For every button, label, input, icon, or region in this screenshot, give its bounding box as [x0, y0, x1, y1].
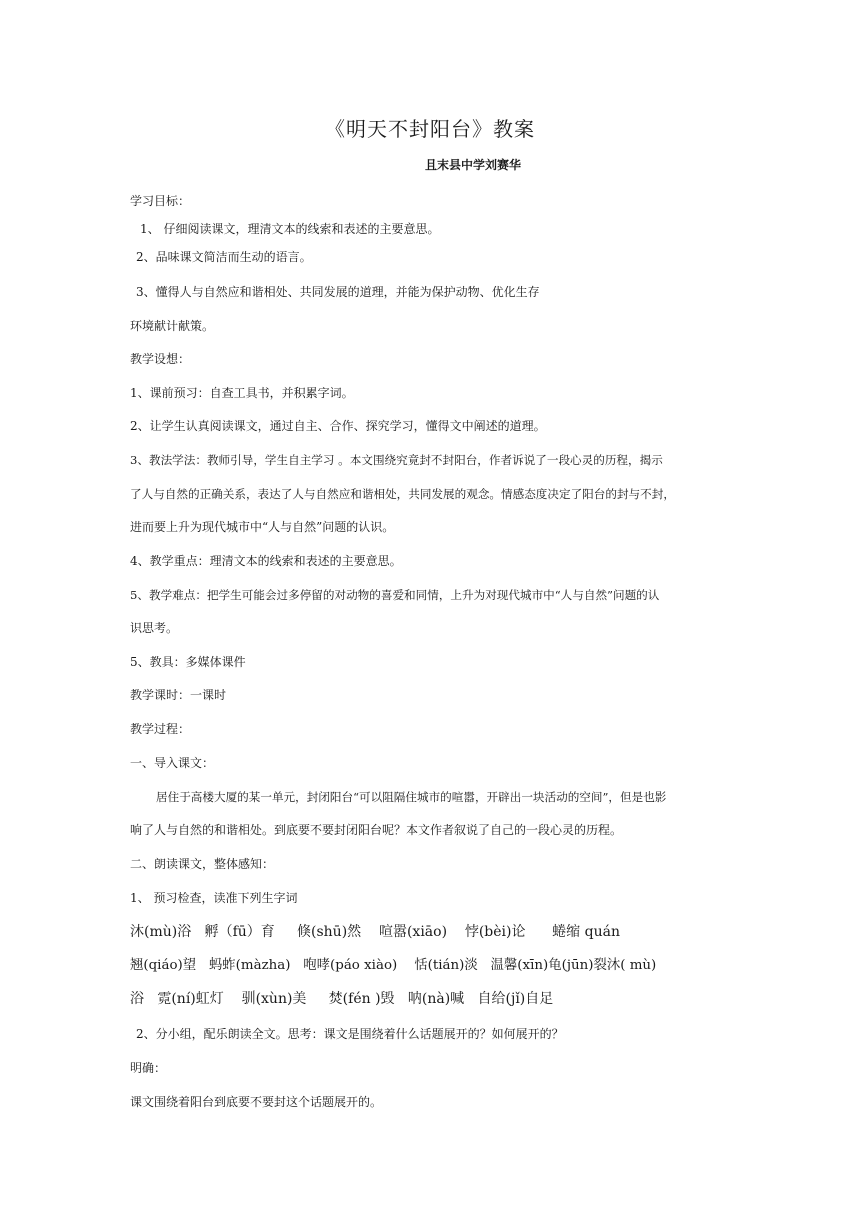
objective-2: 2、品味课文简洁而生动的语言。: [136, 250, 312, 264]
clarify-label: 明确：: [130, 1061, 167, 1075]
design-item-4: 4、教学重点：理清文本的线索和表述的主要意思。: [130, 554, 402, 568]
intro-paragraph-line-2: 响了人与自然的和谐相处。到底要不要封闭阳台呢？本文作者叙说了自己的一段心灵的历程。: [130, 823, 623, 837]
author-line: 且末县中学刘赛华: [425, 158, 522, 172]
design-item-3-line-2: 了人与自然的正确关系，表达了人与自然应和谐相处，共同发展的观念。情感态度决定了阳台的封与不封，: [130, 487, 675, 501]
design-item-5-line-1: 5、教学难点：把学生可能会过多停留的对动物的喜爱和同情，上升为对现代城市中“人与自然”问题的认: [130, 588, 660, 602]
design-item-5-line-2: 识思考。: [130, 621, 179, 635]
vocab-line-3: 浴 霓(ní)虹灯 驯(xùn)美 焚(fén )毁 呐(nà)喊 自给(jǐ)自足: [130, 991, 554, 1007]
part-2-heading: 二、朗读课文，整体感知：: [130, 857, 275, 871]
intro-paragraph-line-1: 居住于高楼大厦的某一单元，封闭阳台“可以阻隔住城市的喧嚣，开辟出一块活动的空间”，但是也影: [156, 790, 667, 804]
process-heading: 教学过程：: [130, 722, 191, 736]
step-1: 1、 预习检查，读准下列生字词: [130, 891, 298, 905]
objective-3-line-2: 环境献计献策。: [130, 319, 215, 333]
step-2: 2、分小组，配乐朗读全文。思考：课文是围绕着什么话题展开的？如何展开的？: [136, 1027, 564, 1041]
design-item-3-line-3: 进而要上升为现代城市中“人与自然”问题的认识。: [130, 520, 395, 534]
design-item-2: 2、让学生认真阅读课文，通过自主、合作、探究学习，懂得文中阐述的道理。: [130, 419, 546, 433]
design-heading: 教学设想：: [130, 352, 191, 366]
design-item-6: 5、教具：多媒体课件: [130, 655, 246, 669]
vocab-line-1: 沐(mù)浴 孵（fū）育 倏(shū)然 喧嚣(xiāo) 悖(bèi)论 蜷缩 quán: [130, 924, 620, 940]
design-item-3-line-1: 3、教法学法：教师引导，学生自主学习 。本文围绕究竟封不封阳台，作者诉说了一段心灵的历程，揭示: [130, 453, 663, 467]
design-item-1: 1、课前预习：自查工具书，并积累字词。: [130, 386, 354, 400]
answer-text: 课文围绕着阳台到底要不要封这个话题展开的。: [130, 1095, 383, 1109]
teaching-hours: 教学课时：一课时: [130, 688, 227, 702]
part-1-heading: 一、导入课文：: [130, 756, 215, 770]
vocab-line-2: 翘(qiáo)望 蚂蚱(màzha) 咆哮(páo xiào) 恬(tián)淡 温馨(xīn)龟(jūn)裂沐( mù): [130, 958, 657, 973]
document-title: 《明天不封阳台》教案: [325, 117, 535, 141]
objective-3-line-1: 3、懂得人与自然应和谐相处、共同发展的道理，并能为保护动物、优化生存: [136, 285, 540, 299]
objectives-heading: 学习目标：: [130, 194, 191, 208]
objective-1: 1、 仔细阅读课文，理清文本的线索和表述的主要意思。: [140, 222, 440, 236]
